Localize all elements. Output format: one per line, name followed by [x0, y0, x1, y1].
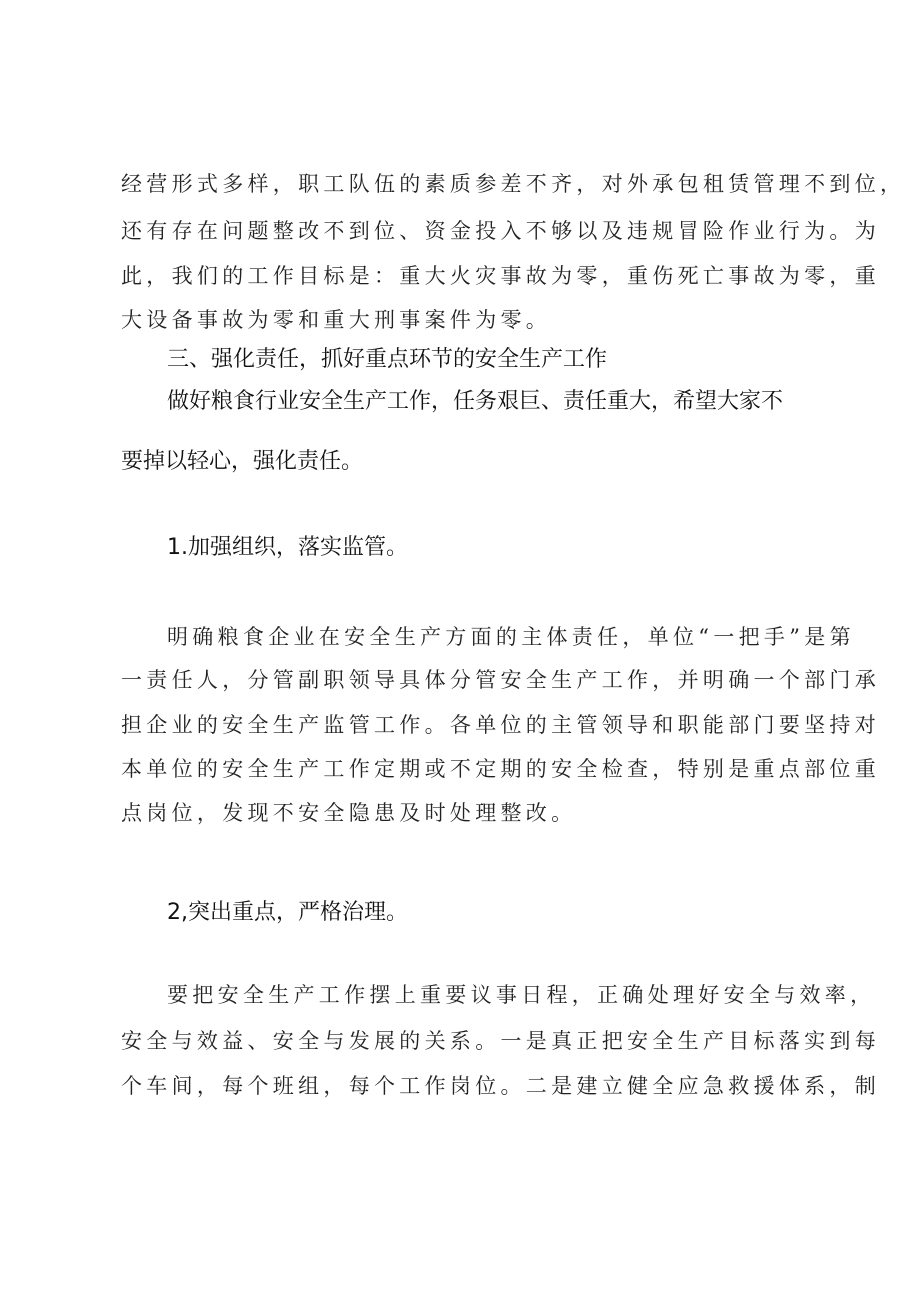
paragraph-line: 要掉以轻心，强化责任。	[121, 449, 364, 474]
paragraph-line: 个车间，每个班组，每个工作岗位。二是建立健全应急救援体系，制	[121, 1074, 880, 1098]
paragraph-line: 本单位的安全生产工作定期或不定期的安全检查，特别是重点部位重	[121, 757, 880, 781]
paragraph-line: 还有存在问题整改不到位、资金投入不够以及违规冒险作业行为。为	[121, 219, 880, 243]
paragraph-line: 此，我们的工作目标是：重大火灾事故为零，重伤死亡事故为零，重	[121, 264, 880, 288]
paragraph-line: 经营形式多样，职工队伍的素质参差不齐，对外承包租赁管理不到位，	[121, 172, 906, 196]
subsection-heading: 1.加强组织，落实监管。	[167, 535, 408, 560]
paragraph-line: 明确粮食企业在安全生产方面的主体责任，单位“一把手”是第	[167, 625, 855, 649]
paragraph-line: 大设备事故为零和重大刑事案件为零。	[121, 308, 552, 332]
paragraph-line: 要把安全生产工作摆上重要议事日程，正确处理好安全与效率，	[167, 983, 876, 1007]
paragraph-line: 一责任人，分管副职领导具体分管安全生产工作，并明确一个部门承	[121, 668, 880, 692]
paragraph-line: 担企业的安全生产监管工作。各单位的主管领导和职能部门要坚持对	[121, 713, 880, 737]
paragraph-line: 安全与效益、安全与发展的关系。一是真正把安全生产目标落实到每	[121, 1029, 880, 1053]
paragraph-line: 点岗位，发现不安全隐患及时处理整改。	[121, 801, 577, 825]
subsection-heading: 2,突出重点，严格治理。	[167, 900, 408, 925]
section-heading: 三、强化责任，抓好重点环节的安全生产工作	[167, 347, 608, 372]
paragraph-line: 做好粮食行业安全生产工作，任务艰巨、责任重大，希望大家不	[167, 389, 784, 414]
